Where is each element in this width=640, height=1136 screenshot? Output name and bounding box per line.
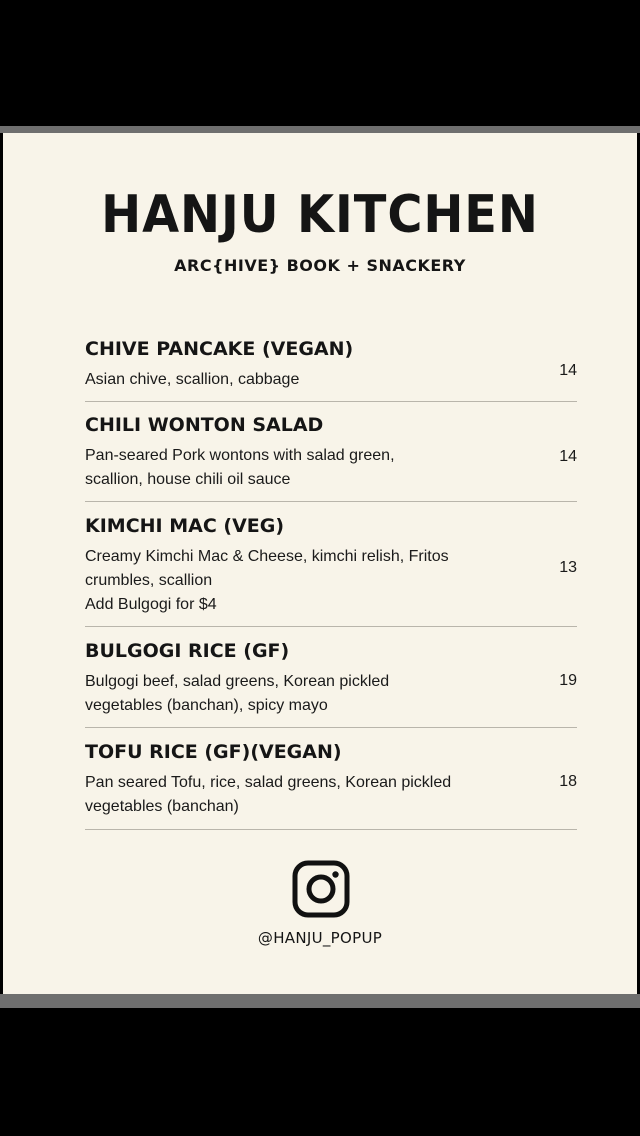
item-description-line: vegetables (banchan), spicy mayo (85, 697, 328, 714)
menu-item-bulgogi-rice (85, 640, 577, 728)
item-description-line: scallion, house chili oil sauce (85, 471, 291, 488)
menu-card (3, 133, 637, 994)
instagram-icon[interactable] (292, 860, 350, 918)
item-description (85, 368, 515, 392)
menu-title: HANJU KITCHEN (101, 185, 539, 245)
menu-item-kimchi-mac (85, 515, 577, 627)
top-frame-band (0, 126, 640, 133)
item-price: 19 (559, 672, 577, 689)
item-name: TOFU RICE (GF)(VEGAN) (85, 741, 342, 763)
item-description (85, 545, 515, 617)
item-name: KIMCHI MAC (VEG) (85, 515, 285, 537)
item-description (85, 670, 515, 718)
item-description-line: crumbles, scallion (85, 572, 213, 589)
bottom-frame-band (0, 994, 640, 1008)
menu-subtitle: ARC{HIVE} BOOK + SNACKERY (174, 256, 466, 275)
item-description-line: Pan seared Tofu, rice, salad greens, Korean pickled (85, 774, 452, 791)
item-description (85, 771, 515, 819)
menu-item-chive-pancake (85, 338, 577, 402)
instagram-handle[interactable]: @HANJU_POPUP (257, 929, 383, 947)
item-price: 18 (559, 773, 577, 790)
menu-item-chili-wonton-salad (85, 414, 577, 502)
item-name: CHILI WONTON SALAD (85, 414, 324, 436)
item-name: BULGOGI RICE (GF) (85, 640, 290, 662)
item-description-line: Pan-seared Pork wontons with salad green, (85, 447, 395, 464)
item-name: CHIVE PANCAKE (VEGAN) (85, 338, 354, 360)
item-description-line: Bulgogi beef, salad greens, Korean pickled (85, 673, 390, 690)
menu-item-tofu-rice (85, 741, 577, 830)
item-description (85, 444, 515, 492)
item-price: 13 (559, 559, 577, 576)
item-price: 14 (559, 362, 577, 379)
item-description-line: Creamy Kimchi Mac & Cheese, kimchi relish, Fritos (85, 548, 449, 565)
item-description-line: vegetables (banchan) (85, 798, 239, 815)
item-description-line: Add Bulgogi for $4 (85, 596, 217, 613)
item-description-line: Asian chive, scallion, cabbage (85, 371, 300, 388)
item-price: 14 (559, 448, 577, 465)
